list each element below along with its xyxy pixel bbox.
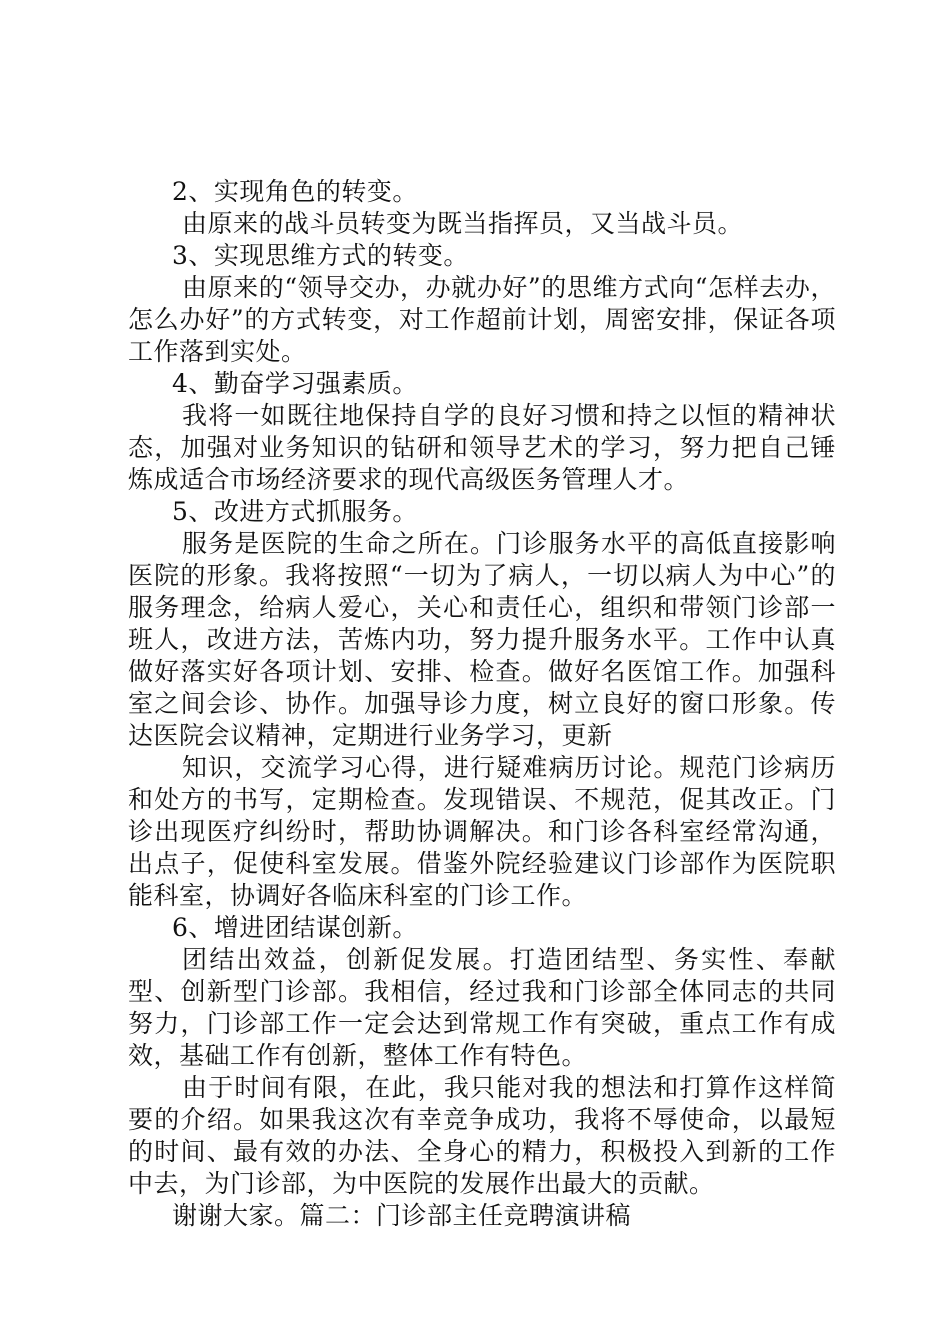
section-heading-4: 4、勤奋学习强素质。 [172,369,418,398]
closing-line: 谢谢大家。篇二：门诊部主任竞聘演讲稿 [172,1201,632,1230]
document-body [128,176,836,1232]
paragraph-conclusion: 由于时间有限，在此，我只能对我的想法和打算作这样简要的介绍。如果我这次有幸竞争成功，我将不辱使命，以最短的时间、最有效的办法、全身心的精力，积极投入到新的工作中去，为门诊部，为中医院的发展作出最大的贡献。 [128,1073,836,1198]
section-heading-3: 3、实现思维方式的转变。 [172,241,469,270]
section-heading-5: 5、改进方式抓服务。 [172,497,418,526]
section-heading-6: 6、增进团结谋创新。 [172,913,418,942]
paragraph-study: 我将一如既往地保持自学的良好习惯和持之以恒的精神状态，加强对业务知识的钻研和领导艺术的学习，努力把自己锤炼成适合市场经济要求的现代高级医务管理人才。 [128,401,836,494]
section-heading-2: 2、实现角色的转变。 [172,177,418,206]
paragraph-thinking-change: 由原来的“领导交办，办就办好”的思维方式向“怎样去办，怎么办好”的方式转变，对工作超前计划，周密安排，保证各项工作落到实处。 [128,273,836,366]
paragraph-unity: 团结出效益，创新促发展。打造团结型、务实性、奉献型、创新型门诊部。我相信，经过我和门诊部全体同志的共同努力，门诊部工作一定会达到常规工作有突破，重点工作有成效，基础工作有创新，整体工作有特色。 [128,945,836,1070]
paragraph-role-change: 由原来的战斗员转变为既当指挥员，又当战斗员。 [182,209,744,238]
paragraph-knowledge: 知识，交流学习心得，进行疑难病历讨论。规范门诊病历和处方的书写，定期检查。发现错误、不规范，促其改正。门诊出现医疗纠纷时，帮助协调解决。和门诊各科室经常沟通，出点子，促使科室发展。借鉴外院经验建议门诊部作为医院职能科室，协调好各临床科室的门诊工作。 [128,753,836,910]
paragraph-service: 服务是医院的生命之所在。门诊服务水平的高低直接影响医院的形象。我将按照“一切为了病人，一切以病人为中心”的服务理念，给病人爱心，关心和责任心，组织和带领门诊部一班人，改进方法，苦炼内功，努力提升服务水平。工作中认真做好落实好各项计划、安排、检查。做好名医馆工作。加强科室之间会诊、协作。加强导诊力度，树立良好的窗口形象。传达医院会议精神，定期进行业务学习，更新 [128,529,836,750]
